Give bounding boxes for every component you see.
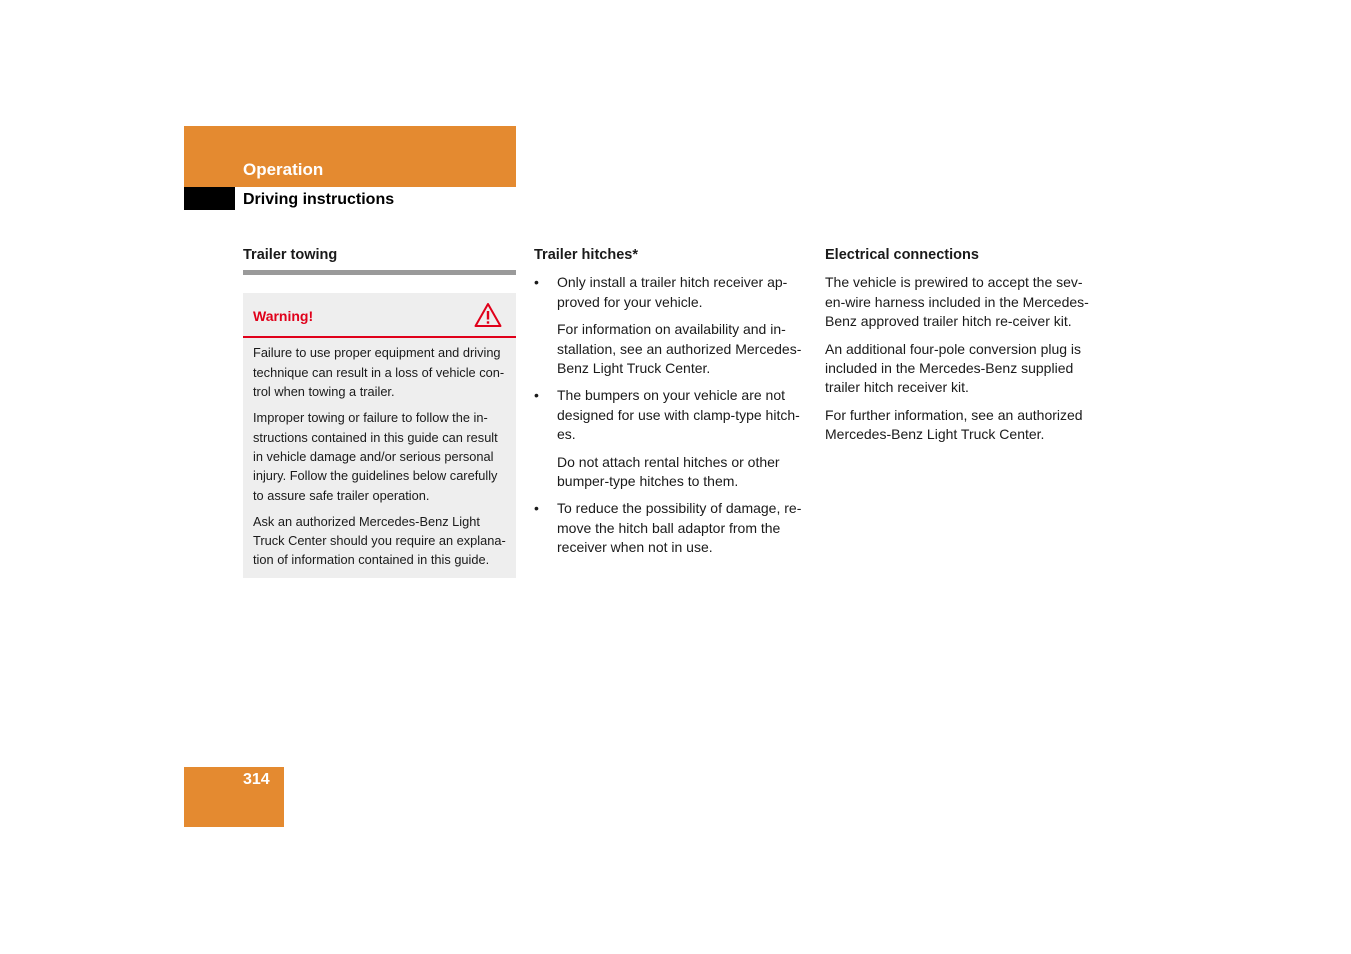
bullet-icon: • bbox=[534, 387, 539, 404]
warning-label: Warning! bbox=[253, 308, 314, 325]
warning-paragraph: Failure to use proper equipment and driving technique can result in a loss of vehicle con-trol when towing a trailer. bbox=[253, 345, 505, 400]
bullet-icon: • bbox=[534, 274, 539, 291]
electrical-connections-heading: Electrical connections bbox=[825, 247, 979, 263]
page-number: 314 bbox=[243, 771, 270, 788]
trailer-towing-heading: Trailer towing bbox=[243, 246, 516, 275]
list-item-text: Only install a trailer hitch receiver ap-proved for your vehicle. bbox=[557, 274, 788, 310]
column-trailer-towing bbox=[243, 246, 516, 578]
list-item-note: For information on availability and in-stallation, see an authorized Mercedes-Benz Light Truck Center. bbox=[557, 321, 802, 377]
paragraph: For further information, see an authorized Mercedes-Benz Light Truck Center. bbox=[825, 406, 1083, 443]
column-trailer-hitches bbox=[534, 246, 809, 566]
header-band bbox=[184, 126, 516, 187]
list-item-note: Do not attach rental hitches or other bumper-type hitches to them. bbox=[557, 453, 780, 490]
section-title: Operation bbox=[243, 160, 324, 179]
section-marker bbox=[184, 187, 235, 210]
subsection-title: Driving instructions bbox=[243, 191, 395, 208]
list-item bbox=[534, 273, 809, 312]
warning-header bbox=[243, 293, 516, 338]
warning-triangle-icon bbox=[474, 302, 502, 328]
list-item bbox=[534, 386, 809, 444]
paragraph: An additional four-pole conversion plug is included in the Mercedes-Benz supplied trailer hitch receiver kit. bbox=[825, 340, 1082, 396]
list-item bbox=[534, 499, 809, 557]
list-item-text: To reduce the possibility of damage, re-move the hitch ball adaptor from the receiver when not in use. bbox=[557, 500, 802, 556]
bullet-icon: • bbox=[534, 500, 539, 517]
paragraph: The vehicle is prewired to accept the sev-en-wire harness included in the Mercedes-Benz approved trailer hitch re-ceiver kit. bbox=[825, 274, 1089, 330]
trailer-hitches-heading: Trailer hitches* bbox=[534, 247, 638, 263]
column-electrical-connections bbox=[825, 246, 1100, 453]
warning-paragraph: Improper towing or failure to follow the in-structions contained in this guide can result in vehicle damage and/or serious personal injury. Follow the guidelines below carefully to assure safe trailer operation. bbox=[253, 410, 498, 503]
list-item-text: The bumpers on your vehicle are not designed for use with clamp-type hitch-es. bbox=[557, 387, 800, 443]
warning-body bbox=[243, 338, 516, 577]
warning-box bbox=[243, 293, 516, 577]
warning-paragraph: Ask an authorized Mercedes-Benz Light Truck Center should you require an explana-tion of information contained in this guide. bbox=[253, 513, 506, 568]
